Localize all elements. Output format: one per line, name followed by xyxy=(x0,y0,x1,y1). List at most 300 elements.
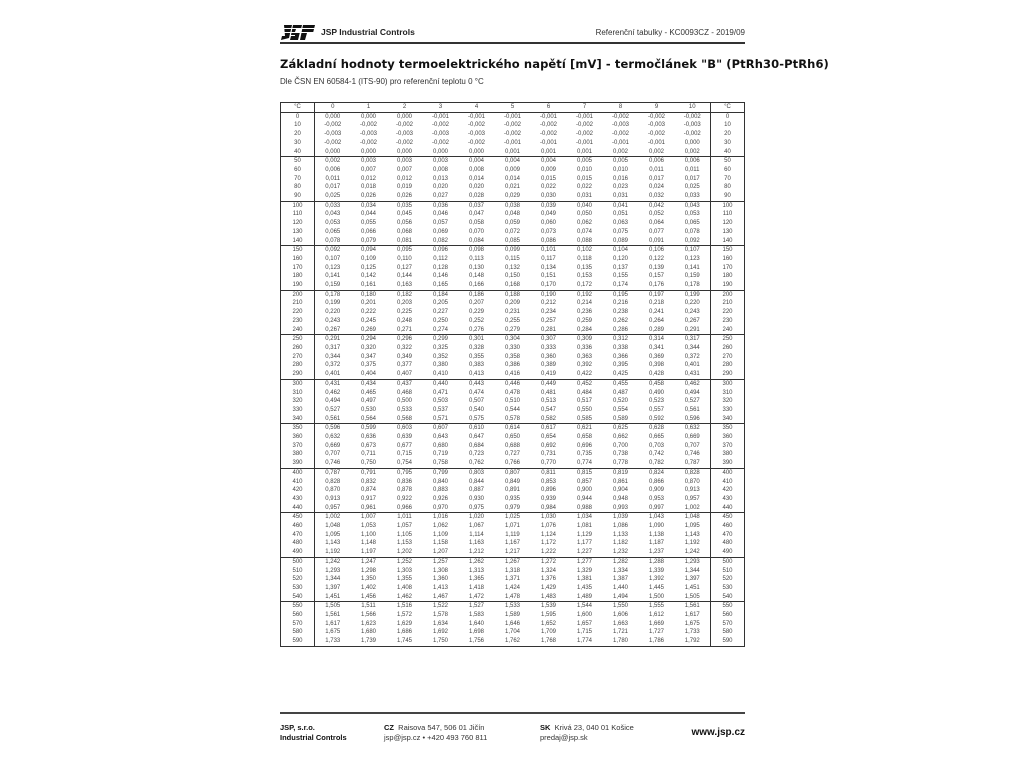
table-cell: 0,434 xyxy=(351,379,387,388)
row-temperature: 100 xyxy=(281,201,315,210)
row-temperature: 510 xyxy=(281,567,315,576)
table-cell: 1,267 xyxy=(495,557,531,566)
table-row xyxy=(281,628,745,637)
footer-divider xyxy=(280,712,745,714)
table-cell: 1,095 xyxy=(325,531,341,538)
table-cell: 0,333 xyxy=(540,344,556,351)
table-cell: 0,029 xyxy=(504,193,520,200)
table-cell: 0,271 xyxy=(396,326,412,333)
table-cell: 0,957 xyxy=(325,504,341,511)
table-cell: 0,988 xyxy=(576,504,592,511)
table-cell: 0,530 xyxy=(360,406,376,413)
table-cell: 0,692 xyxy=(540,442,556,449)
table-cell: 0,168 xyxy=(504,282,520,289)
row-temperature: 560 xyxy=(281,611,315,620)
header-temp-unit: °C xyxy=(711,103,745,113)
table-row xyxy=(281,442,745,451)
table-cell: 0,057 xyxy=(432,220,448,227)
table-cell: 0,930 xyxy=(468,495,484,502)
table-cell: 1,617 xyxy=(684,612,700,619)
table-row xyxy=(281,478,745,487)
row-temperature: 430 xyxy=(281,495,315,504)
table-cell: 0,159 xyxy=(684,273,700,280)
table-row xyxy=(281,246,745,255)
website-link[interactable]: www.jsp.cz xyxy=(691,727,745,738)
table-cell: 1,076 xyxy=(540,523,556,530)
table-cell: -0,002 xyxy=(467,122,485,129)
header-column: 2 xyxy=(387,103,423,113)
table-cell: 0,386 xyxy=(504,362,520,369)
table-cell: -0,002 xyxy=(647,131,665,138)
table-cell: 0,037 xyxy=(459,201,495,210)
row-temperature: 320 xyxy=(711,397,745,406)
table-cell: 0,110 xyxy=(397,255,412,262)
table-cell: 1,187 xyxy=(648,540,664,547)
table-cell: 0,564 xyxy=(360,415,376,422)
row-temperature: 50 xyxy=(281,157,315,166)
row-temperature: 150 xyxy=(711,246,745,255)
table-cell: 1,329 xyxy=(576,567,592,574)
table-cell: 0,284 xyxy=(576,326,592,333)
table-cell: 1,153 xyxy=(396,540,412,547)
table-cell: -0,002 xyxy=(575,122,593,129)
table-cell: 0,707 xyxy=(684,442,700,449)
table-cell: 0,309 xyxy=(567,335,603,344)
table-cell: 1,646 xyxy=(504,620,520,627)
table-cell: 0,497 xyxy=(360,398,376,405)
table-cell: 0,494 xyxy=(684,389,700,396)
row-temperature: 70 xyxy=(711,175,745,184)
table-row xyxy=(281,219,745,228)
table-cell: 0,819 xyxy=(603,468,639,477)
table-cell: 0,011 xyxy=(684,166,700,173)
table-cell: 0,294 xyxy=(351,335,387,344)
table-row xyxy=(281,317,745,326)
table-cell: 0,840 xyxy=(432,478,448,485)
sk-label: SK xyxy=(540,723,551,732)
row-temperature: 60 xyxy=(711,166,745,175)
row-temperature: 340 xyxy=(281,415,315,424)
table-cell: 1,462 xyxy=(396,593,412,600)
table-cell: 1,207 xyxy=(432,549,448,556)
table-cell: 1,371 xyxy=(504,576,520,583)
table-cell: 0,098 xyxy=(459,246,495,255)
table-cell: 0,944 xyxy=(576,495,592,502)
table-cell: 1,762 xyxy=(504,638,520,645)
table-cell: 1,623 xyxy=(360,620,376,627)
table-cell: 0,048 xyxy=(504,211,520,218)
table-cell: 0,650 xyxy=(504,434,520,441)
table-cell: 0,060 xyxy=(540,220,556,227)
table-row xyxy=(281,255,745,264)
row-temperature: 370 xyxy=(711,442,745,451)
table-cell: 1,143 xyxy=(325,540,341,547)
table-cell: 1,242 xyxy=(315,557,351,566)
table-cell: 0,174 xyxy=(612,282,628,289)
table-body xyxy=(281,112,745,646)
table-cell: -0,002 xyxy=(395,122,413,129)
table-cell: 0,688 xyxy=(504,442,520,449)
table-cell: 0,063 xyxy=(612,220,628,227)
table-cell: 1,016 xyxy=(423,513,459,522)
table-cell: -0,003 xyxy=(324,131,342,138)
table-cell: 0,307 xyxy=(531,335,567,344)
table-cell: 0,575 xyxy=(468,415,484,422)
table-cell: 1,709 xyxy=(540,629,556,636)
row-temperature: 190 xyxy=(281,281,315,290)
table-cell: -0,001 xyxy=(647,139,665,146)
row-temperature: 330 xyxy=(281,406,315,415)
table-cell: 0,091 xyxy=(648,237,664,244)
table-cell: 1,192 xyxy=(325,549,341,556)
row-temperature: 350 xyxy=(711,424,745,433)
row-temperature: 580 xyxy=(711,628,745,637)
company-division: Industrial Controls xyxy=(280,733,347,742)
header-column: 3 xyxy=(423,103,459,113)
table-cell: 0,012 xyxy=(360,175,376,182)
row-temperature: 380 xyxy=(711,450,745,459)
table-cell: 0,281 xyxy=(540,326,556,333)
table-cell: 0,006 xyxy=(639,157,675,166)
table-cell: 1,467 xyxy=(432,593,448,600)
table-row xyxy=(281,112,745,121)
table-cell: 0,643 xyxy=(432,434,448,441)
table-cell: 1,057 xyxy=(396,523,412,530)
table-cell: 0,045 xyxy=(396,211,412,218)
table-cell: 0,026 xyxy=(360,193,376,200)
table-cell: 1,039 xyxy=(603,513,639,522)
table-cell: 1,172 xyxy=(540,540,556,547)
row-temperature: 500 xyxy=(281,557,315,566)
table-cell: 1,237 xyxy=(648,549,664,556)
table-row xyxy=(281,370,745,379)
table-cell: 0,003 xyxy=(351,157,387,166)
row-temperature: 350 xyxy=(281,424,315,433)
table-cell: 0,259 xyxy=(576,317,592,324)
table-cell: 0,184 xyxy=(423,290,459,299)
table-cell: 1,387 xyxy=(612,576,628,583)
table-cell: -0,002 xyxy=(359,139,377,146)
table-cell: 1,376 xyxy=(540,576,556,583)
table-cell: 0,494 xyxy=(325,398,341,405)
table-cell: 1,727 xyxy=(648,629,664,636)
table-cell: 0,216 xyxy=(612,300,628,307)
table-row xyxy=(281,290,745,299)
table-cell: 0,035 xyxy=(387,201,423,210)
table-cell: 0,081 xyxy=(396,237,412,244)
table-cell: 0,669 xyxy=(684,434,700,441)
header-column: 5 xyxy=(495,103,531,113)
table-cell: 1,011 xyxy=(387,513,423,522)
row-temperature: 410 xyxy=(281,478,315,487)
table-cell: 0,344 xyxy=(684,344,700,351)
table-cell: 0,312 xyxy=(603,335,639,344)
table-cell: 1,640 xyxy=(468,620,484,627)
table-cell: 1,544 xyxy=(567,602,603,611)
table-cell: 0,274 xyxy=(432,326,448,333)
table-cell: 0,096 xyxy=(423,246,459,255)
table-cell: 0,654 xyxy=(540,434,556,441)
table-cell: 0,163 xyxy=(396,282,412,289)
table-cell: 1,308 xyxy=(432,567,448,574)
table-cell: 1,007 xyxy=(351,513,387,522)
table-row xyxy=(281,504,745,513)
table-cell: -0,003 xyxy=(647,122,665,129)
table-cell: 0,799 xyxy=(423,468,459,477)
table-cell: 1,583 xyxy=(468,612,484,619)
table-cell: 1,277 xyxy=(567,557,603,566)
row-temperature: 550 xyxy=(281,602,315,611)
table-cell: -0,002 xyxy=(359,122,377,129)
table-cell: 0,904 xyxy=(612,487,628,494)
table-cell: 0,754 xyxy=(396,460,412,467)
row-temperature: 160 xyxy=(281,255,315,264)
table-cell: 0,082 xyxy=(432,237,448,244)
table-cell: 0,197 xyxy=(639,290,675,299)
table-cell: 0,112 xyxy=(433,255,448,262)
row-temperature: 0 xyxy=(711,112,745,121)
table-cell: 0,053 xyxy=(325,220,341,227)
table-cell: 0,203 xyxy=(396,300,412,307)
table-cell: 0,092 xyxy=(684,237,700,244)
table-cell: 0,269 xyxy=(360,326,376,333)
row-temperature: 500 xyxy=(711,557,745,566)
table-cell: 0,836 xyxy=(396,478,412,485)
table-cell: 0,182 xyxy=(387,290,423,299)
table-cell: 0,007 xyxy=(396,166,412,173)
table-cell: 1,500 xyxy=(648,593,664,600)
table-cell: 1,445 xyxy=(648,584,664,591)
row-temperature: 490 xyxy=(281,548,315,557)
table-cell: 1,334 xyxy=(612,567,628,574)
table-cell: 0,520 xyxy=(612,398,628,405)
table-cell: 0,089 xyxy=(612,237,628,244)
table-cell: 0,723 xyxy=(468,451,484,458)
table-cell: 0,222 xyxy=(360,309,376,316)
table-cell: 0,537 xyxy=(432,406,448,413)
table-cell: 0,428 xyxy=(648,371,664,378)
table-cell: 0,961 xyxy=(360,504,376,511)
table-row xyxy=(281,353,745,362)
table-cell: 0,030 xyxy=(540,193,556,200)
table-cell: 0,245 xyxy=(360,317,376,324)
table-cell: 0,003 xyxy=(423,157,459,166)
row-temperature: 550 xyxy=(711,602,745,611)
table-cell: 0,236 xyxy=(576,309,592,316)
table-cell: 0,389 xyxy=(540,362,556,369)
table-cell: 0,120 xyxy=(612,255,628,262)
table-cell: -0,001 xyxy=(431,113,449,120)
table-cell: 1,595 xyxy=(540,612,556,619)
table-cell: 0,419 xyxy=(540,371,556,378)
table-cell: 1,293 xyxy=(675,557,711,566)
table-row xyxy=(281,210,745,219)
table-cell: 0,523 xyxy=(648,398,664,405)
table-cell: 0,314 xyxy=(639,335,675,344)
table-cell: 0,372 xyxy=(325,362,341,369)
table-cell: 0,025 xyxy=(684,184,700,191)
table-cell: 0,625 xyxy=(603,424,639,433)
table-cell: 0,020 xyxy=(432,184,448,191)
table-cell: 0,540 xyxy=(468,406,484,413)
table-header-row xyxy=(281,103,745,113)
table-row xyxy=(281,237,745,246)
table-cell: 0,301 xyxy=(459,335,495,344)
table-row xyxy=(281,567,745,576)
table-cell: 1,408 xyxy=(396,584,412,591)
table-cell: 0,861 xyxy=(612,478,628,485)
table-cell: 0,115 xyxy=(505,255,520,262)
table-cell: 0,344 xyxy=(325,353,341,360)
table-cell: 0,176 xyxy=(648,282,664,289)
table-cell: 0,024 xyxy=(648,184,664,191)
table-cell: 0,828 xyxy=(675,468,711,477)
header-column: 6 xyxy=(531,103,567,113)
document-reference: Referenční tabulky - KC0093CZ - 2019/09 xyxy=(595,28,745,37)
table-cell: 0,248 xyxy=(396,317,412,324)
table-cell: 0,917 xyxy=(360,495,376,502)
table-cell: 0,042 xyxy=(639,201,675,210)
table-cell: 0,286 xyxy=(612,326,628,333)
table-cell: 0,465 xyxy=(360,389,376,396)
table-cell: 0,038 xyxy=(495,201,531,210)
table-cell: 0,172 xyxy=(576,282,592,289)
table-cell: 1,086 xyxy=(612,523,628,530)
table-cell: 0,680 xyxy=(432,442,448,449)
row-temperature: 420 xyxy=(281,486,315,495)
table-cell: 0,360 xyxy=(540,353,556,360)
table-cell: 0,044 xyxy=(360,211,376,218)
table-cell: 0,088 xyxy=(576,237,592,244)
table-cell: 1,313 xyxy=(468,567,484,574)
table-cell: 0,484 xyxy=(576,389,592,396)
table-cell: 0,107 xyxy=(675,246,711,255)
table-cell: 0,001 xyxy=(576,148,592,155)
table-cell: 1,768 xyxy=(540,638,556,645)
table-cell: 0,058 xyxy=(468,220,484,227)
page-subtitle: Dle ČSN EN 60584-1 (ITS-90) pro referenční teplotu 0 °C xyxy=(280,77,484,86)
table-cell: 0,355 xyxy=(468,353,484,360)
table-cell: 0,212 xyxy=(540,300,556,307)
table-row xyxy=(281,424,745,433)
table-cell: 0,218 xyxy=(648,300,664,307)
table-cell: 0,970 xyxy=(432,504,448,511)
row-temperature: 80 xyxy=(281,183,315,192)
table-cell: 0,636 xyxy=(360,434,376,441)
table-cell: 0,828 xyxy=(325,478,341,485)
header-column: 9 xyxy=(639,103,675,113)
row-temperature: 120 xyxy=(281,219,315,228)
row-temperature: 400 xyxy=(281,468,315,477)
table-cell: 0,632 xyxy=(325,434,341,441)
table-cell: 0,017 xyxy=(684,175,700,182)
table-row xyxy=(281,406,745,415)
table-cell: 0,165 xyxy=(432,282,448,289)
table-row xyxy=(281,344,745,353)
table-cell: 0,746 xyxy=(325,460,341,467)
table-cell: 0,993 xyxy=(612,504,628,511)
table-cell: 0,000 xyxy=(684,139,700,146)
table-cell: 0,009 xyxy=(540,166,556,173)
row-temperature: 370 xyxy=(281,442,315,451)
table-cell: 0,276 xyxy=(468,326,484,333)
table-cell: 0,113 xyxy=(469,255,484,262)
table-cell: 1,675 xyxy=(684,620,700,627)
table-cell: 0,220 xyxy=(325,309,341,316)
row-temperature: 40 xyxy=(711,148,745,157)
table-cell: 0,621 xyxy=(567,424,603,433)
row-temperature: 440 xyxy=(281,504,315,513)
table-cell: 1,397 xyxy=(325,584,341,591)
table-cell: 0,673 xyxy=(360,442,376,449)
table-cell: 0,750 xyxy=(360,460,376,467)
table-cell: 1,167 xyxy=(504,540,520,547)
table-cell: 0,296 xyxy=(387,335,423,344)
table-cell: 1,100 xyxy=(360,531,376,538)
table-cell: 0,787 xyxy=(315,468,351,477)
table-cell: 0,561 xyxy=(325,415,341,422)
table-cell: 1,774 xyxy=(576,638,592,645)
table-cell: 1,242 xyxy=(684,549,700,556)
header-column: 7 xyxy=(567,103,603,113)
table-cell: 0,544 xyxy=(504,406,520,413)
table-cell: 0,250 xyxy=(432,317,448,324)
table-cell: 0,186 xyxy=(459,290,495,299)
table-cell: 1,030 xyxy=(531,513,567,522)
table-cell: 0,366 xyxy=(612,353,628,360)
table-cell: 0,043 xyxy=(675,201,711,210)
table-cell: 0,975 xyxy=(468,504,484,511)
table-cell: 0,550 xyxy=(576,406,592,413)
table-row xyxy=(281,361,745,370)
row-temperature: 110 xyxy=(281,210,315,219)
table-row xyxy=(281,415,745,424)
table-cell: 0,033 xyxy=(684,193,700,200)
table-cell: 0,000 xyxy=(360,148,376,155)
table-cell: 0,267 xyxy=(325,326,341,333)
table-cell: 0,166 xyxy=(468,282,484,289)
table-cell: 0,022 xyxy=(576,184,592,191)
row-temperature: 470 xyxy=(711,531,745,540)
table-cell: 1,566 xyxy=(360,612,376,619)
table-cell: -0,001 xyxy=(575,113,593,120)
row-temperature: 530 xyxy=(711,584,745,593)
table-cell: 1,344 xyxy=(325,576,341,583)
table-cell: 0,011 xyxy=(325,175,341,182)
row-temperature: 450 xyxy=(281,513,315,522)
table-cell: 0,462 xyxy=(675,379,711,388)
row-temperature: 280 xyxy=(281,361,315,370)
table-cell: 0,195 xyxy=(603,290,639,299)
table-row xyxy=(281,433,745,442)
table-cell: 0,474 xyxy=(468,389,484,396)
table-cell: 0,231 xyxy=(504,309,520,316)
footer-sk-office xyxy=(540,723,634,743)
row-temperature: 200 xyxy=(281,290,315,299)
table-cell: 0,966 xyxy=(396,504,412,511)
table-cell: 1,124 xyxy=(540,531,556,538)
table-cell: 0,887 xyxy=(468,487,484,494)
row-temperature: 190 xyxy=(711,281,745,290)
table-row xyxy=(281,379,745,388)
row-temperature: 90 xyxy=(281,192,315,201)
table-cell: 0,957 xyxy=(684,495,700,502)
table-cell: 0,027 xyxy=(432,193,448,200)
table-cell: 0,095 xyxy=(387,246,423,255)
table-cell: 0,665 xyxy=(648,434,664,441)
table-cell: 1,733 xyxy=(684,629,700,636)
table-cell: 0,010 xyxy=(612,166,628,173)
